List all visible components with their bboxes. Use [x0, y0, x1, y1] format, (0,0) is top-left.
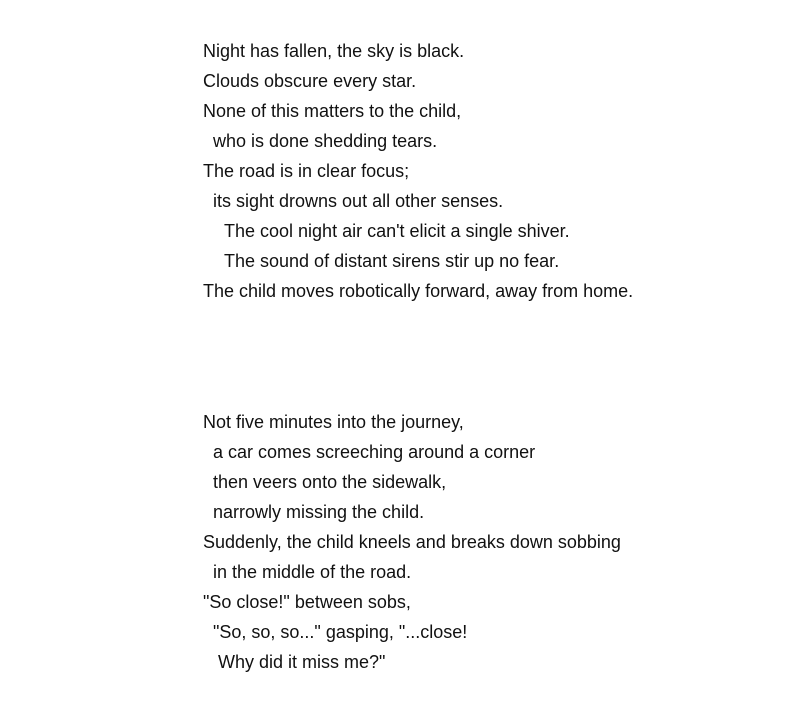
poem-line: Not five minutes into the journey, — [203, 412, 464, 432]
poem-line: Night has fallen, the sky is black. — [203, 41, 465, 61]
poem-line: a car comes screeching around a corner — [213, 442, 536, 462]
poem-line: then veers onto the sidewalk, — [213, 472, 447, 492]
poem-line: narrowly missing the child. — [213, 502, 425, 522]
poem-line: None of this matters to the child, — [203, 101, 462, 121]
poem-line: its sight drowns out all other senses. — [213, 191, 504, 211]
poem-line: Clouds obscure every star. — [203, 71, 417, 91]
poem-line: The sound of distant sirens stir up no fear. — [224, 251, 560, 271]
stanza-2 — [203, 407, 763, 677]
poem-line: Why did it miss me?" — [218, 652, 386, 672]
poem-line: "So close!" between sobs, — [203, 592, 411, 612]
poem-line: who is done shedding tears. — [213, 131, 438, 151]
stanza-1 — [203, 36, 763, 306]
poem-line: in the middle of the road. — [213, 562, 412, 582]
poem-line: The road is in clear focus; — [203, 161, 410, 181]
poem-line: The child moves robotically forward, away from home. — [203, 281, 634, 301]
poem-line: "So, so, so..." gasping, "...close! — [213, 622, 468, 642]
poem-line: Suddenly, the child kneels and breaks down sobbing — [203, 532, 621, 552]
poem-line: The cool night air can't elicit a single shiver. — [224, 221, 570, 241]
